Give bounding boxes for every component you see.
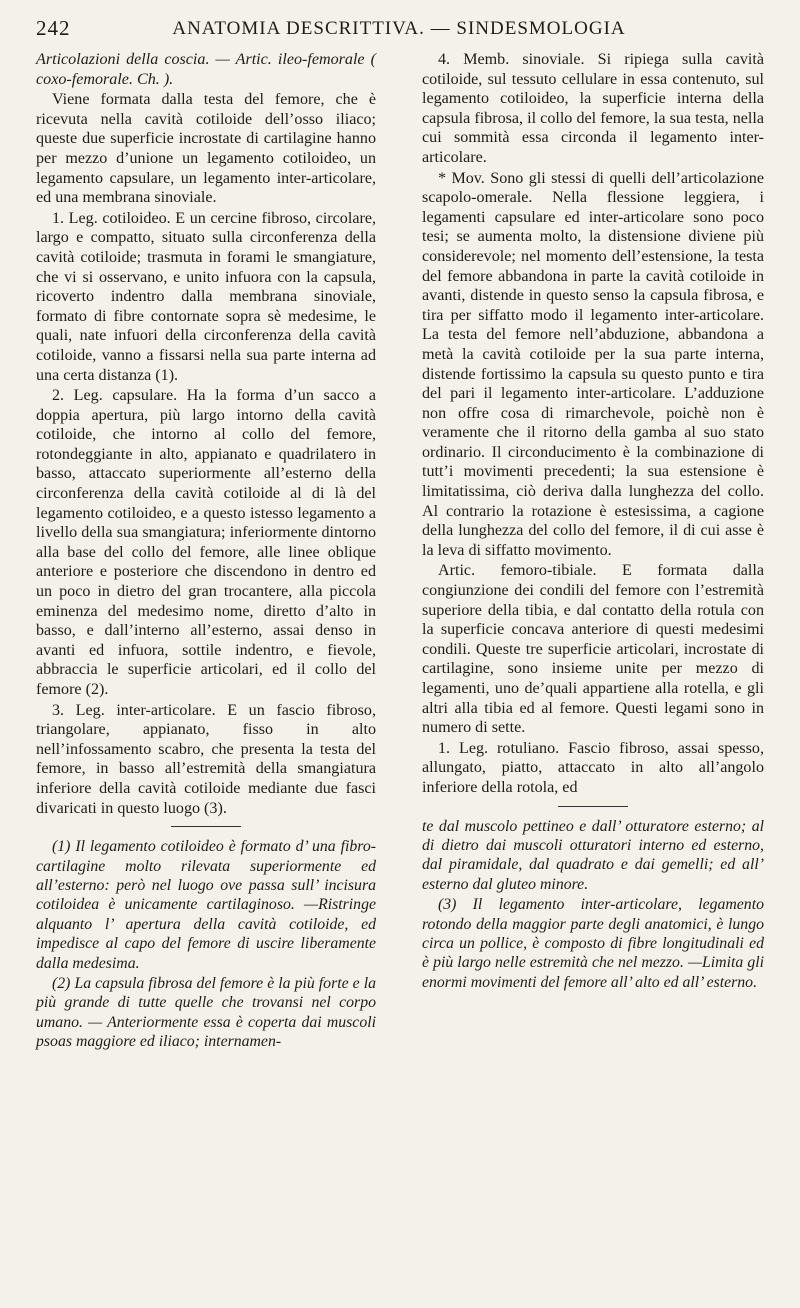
footnote-1: (1) Il legamento cotiloideo è formato d’ una fibro-cartilagine molto rilevata superiormente ed all’esterno: però nel luogo ove passa sull’ incisura cotiloidea è unicamente cartilaginoso. —Ristringe alquanto l’ apertura della cavità cotiloide, ed impedisce al capo del femore di uscire liberamente dalla medesima. [36, 838, 376, 972]
item-sinoviale: 4. Memb. sinoviale. Si ripiega sulla cavità cotiloide, sul tessuto cellulare in essa contenuto, sul legamento cotiloideo, la superficie interna della capsula fibrosa, il collo del femore, la sua testa, nella cui sommità essa circonda il legamento inter-articolare. [422, 51, 764, 166]
running-title: ANATOMIA DESCRITTIVA. — SINDESMOLOGIA [172, 18, 626, 39]
footnote-2: (2) La capsula fibrosa del femore è la più forte e la più grande di tutte quelle che trovansi nel corpo umano. — Anteriormente essa è coperta dai muscoli psoas maggiore ed iliaco; internamen- [36, 975, 376, 1051]
item-cotiloideo: 1. Leg. cotiloideo. E un cercine fibroso, circolare, largo e compatto, situato sulla circonferenza della cavità cotiloide; trasmuta in forami le smangiature, che vi si osservano, e unito infuora con la capsula, ricoverto indentro dalla membrana sinoviale, formato di fibre contornate sopra sè medesime, le quali, nate infuori della circonferenza della cavità cotiloide, vanno a fissarsi nella sua parte interna ad una certa distanza (1). [36, 209, 376, 384]
left-column [36, 50, 376, 1053]
item-movimenti: * Mov. Sono gli stessi di quelli dell’articolazione scapolo-omerale. Nella flessione leggiera, i legamenti capsulare ed inter-articolare sono poco tesi; se aumenta molto, la distensione diviene più considerevole; nel momento dell’estensione, la testa del femore abbandona in parte la cavità cotiloide in avanti, distende in questo senso la capsula fibrosa, e tira per siffatto modo il legamento inter-articolare. La testa del femore nell’abduzione, abbandona a metà la cavità cotiloide per la sua parte interna, distende fortissimo la capsula su questo punto e tira del pari il legamento inter-articolare. L’adduzione non offre cosa di rimarchevole, poichè non è veramente che il ritorno della gamba al suo stato ordinario. Il circonducimento è la combinazione di tutt’i movimenti precedenti; la sua estensione è limitatissima, ciò deriva dalla lunghezza del collo. Al contrario la rotazione è estesissima, a cagione della lunghezza del collo del femore, il di cui asse è la leva di siffatto movimento. [422, 169, 764, 559]
right-column [422, 50, 764, 993]
item-rotuliano: 1. Leg. rotuliano. Fascio fibroso, assai spesso, allungato, piatto, attaccato in alto all’angolo inferiore della rotola, ed [422, 739, 764, 796]
section-intro: Viene formata dalla testa del femore, che è ricevuta nella cavità cotiloide dell’osso iliaco; queste due superficie incrostate di cartilagine hanno per mezzo d’unione un legamento cotiloideo, un legamento capsulare, un legamento inter-articolare, ed una membrana sinoviale. [36, 91, 376, 207]
footnote-divider [171, 826, 241, 827]
item-capsulare: 2. Leg. capsulare. Ha la forma d’un sacco a doppia apertura, più largo intorno della cavità cotiloide, che intorno al collo del femore, rotondeggiante in alto, appianato e quadrilatero in basso, attaccato superiormente all’esterno della circonferenza della cavità cotiloide al di là del legamento cotiloideo, e a questo istesso legamento a livello della sua smangiatura; inferiormente dintorno alla base del collo del femore, alle linee oblique anteriore e posteriore che discendono in dentro ed un poco in dietro del gran trocantere, alla piccola eminenza del medesimo nome, diretto d’alto in basso, e dall’interno all’esterno, assai denso in avanti ed infuora, sottile indentro, e fievole, abbraccia le superficie articolari, ed il collo del femore (2). [36, 387, 376, 698]
page-number: 242 [36, 16, 71, 40]
item-inter-articolare: 3. Leg. inter-articolare. E un fascio fibroso, triangolare, appianato, fisso in alto nell’infossamento scabro, che presenta la testa del femore, in basso all’estremità della smangiatura inferiore della cavità cotiloide mediante due fasci divaricati in questo luogo (3). [36, 701, 376, 817]
footnote-divider [558, 806, 628, 807]
footnote-2-continued: te dal muscolo pettineo e dall’ otturatore esterno; al di dietro dai muscoli otturatori interno ed esterno, dal piramidale, dal quadrato e dai gemelli; ed all’ esterno dal gluteo minore. [422, 817, 764, 893]
section-title: Articolazioni della coscia. — Artic. ileo-femorale ( coxo-femorale. Ch. ). [36, 51, 376, 88]
page-header [36, 16, 762, 48]
item-femoro-tibiale: Artic. femoro-tibiale. E formata dalla congiunzione dei condili del femore con l’estremità superiore della tibia, e dal contatto della rotula con la superficie concava anteriore di questi medesimi condili. Queste tre superficie articolari, incrostate di cartilagine, sono insieme unite per mezzo di legamenti, uno de’quali appartiene alla rotella, e gli altri alla tibia ed al femore. Questi legami sono in numero di sette. [422, 562, 764, 737]
footnote-3: (3) Il legamento inter-articolare, legamento rotondo della maggior parte degli anatomici, è lungo circa un pollice, è composto di fibre longitudinali ed è più largo nelle estremità che nel mezzo. —Limita gli enormi movimenti del femore all’ alto ed all’ esterno. [422, 896, 764, 991]
footnotes-right [422, 817, 764, 993]
footnotes-left [36, 837, 376, 1051]
